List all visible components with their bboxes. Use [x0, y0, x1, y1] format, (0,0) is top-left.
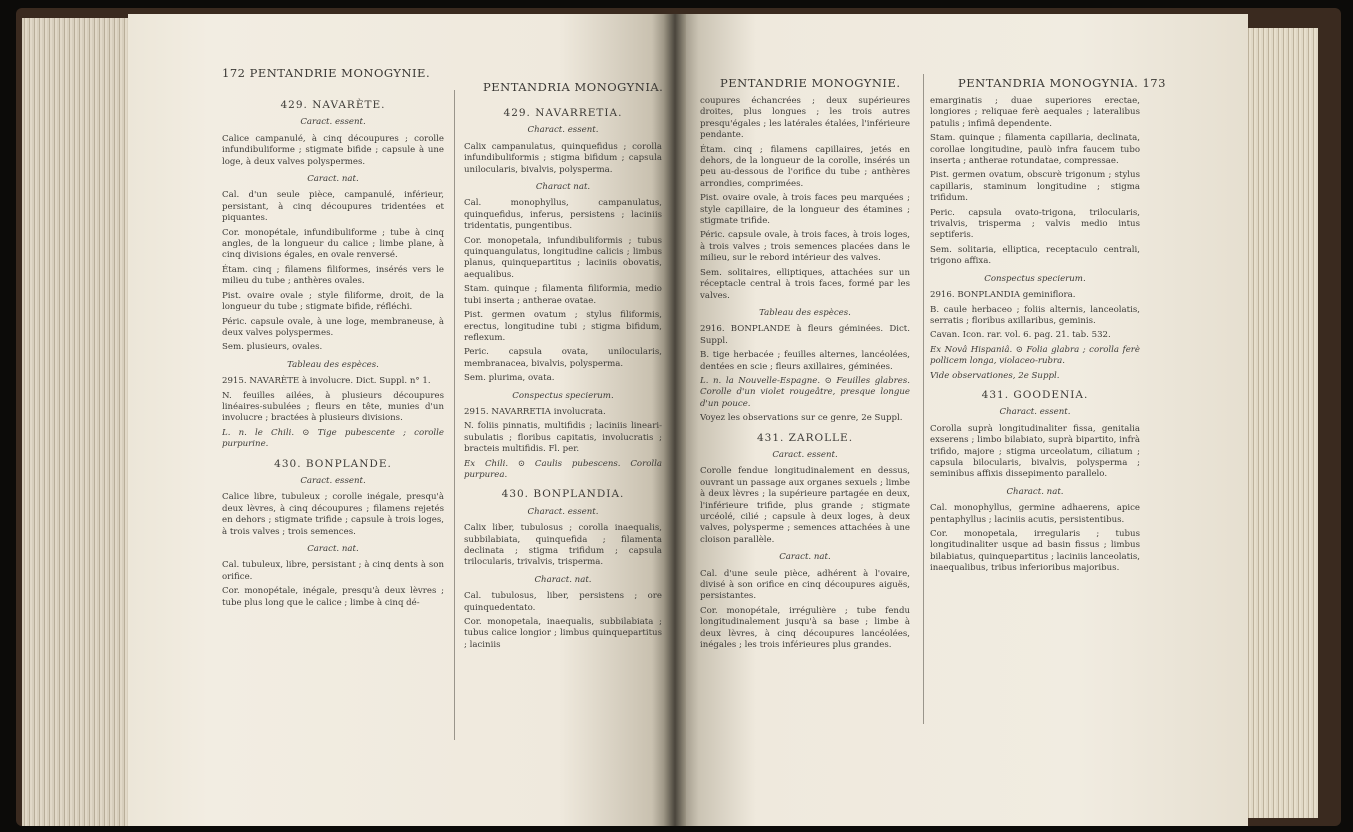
left-latin-header: PENTANDRIA MONOGYNIA. — [483, 80, 664, 94]
left-page-header: 172 PENTANDRIE MONOGYNIE. — [222, 66, 431, 80]
right-page-header: PENTANDRIA MONOGYNIA. 173 — [958, 76, 1166, 90]
text-paragraph: 2915. NAVARRETIA involucrata. — [464, 406, 606, 417]
right-page-edges — [1246, 28, 1318, 818]
text-paragraph: Sem. plusieurs, ovales. — [222, 342, 323, 353]
text-paragraph: Cal. d'un seule pièce, campanulé, inférieur, persistant, à cinq découpures tridentées et piquantes. — [222, 190, 444, 224]
text-paragraph: Stam. quinque ; filamenta capillaria, declinata, corollae longitudine, paulò infra faucem tubo inserta ; antherae rotundatae, compressae. — [930, 133, 1140, 167]
text-paragraph: Corolle fendue longitudinalement en dessus, ouvrant un passage aux organes sexuels ; limbe à deux lèvres ; la supérieure partagée en deux, l'inférieure trifide, plus grande ; stigmate urcéolé, cilié ; capsule à deux loges, à deux valves, polysperme ; semences attachées à une cloison parallèle. — [700, 466, 910, 545]
text-paragraph: Cal. d'une seule pièce, adhérent à l'ovaire, divisé à son orifice en cinq découpures aiguës, persistantes. — [700, 568, 910, 602]
section-subheading: Charact. essent. — [527, 125, 599, 136]
section-subheading: Charact. essent. — [999, 407, 1071, 418]
section-subheading: Caract. nat. — [307, 174, 359, 185]
text-paragraph: Cal. monophyllus, campanulatus, quinquefidus, inferus, persistens ; laciniis tridentatis, pungentibus. — [464, 198, 662, 232]
left-page-edges — [22, 18, 130, 826]
text-paragraph: emarginatis ; duae superiores erectae, longiores ; reliquae ferè aequales ; lateralibus patulis ; infimâ dependente. — [930, 96, 1140, 129]
text-paragraph: Cal. tubulosus, liber, persistens ; ore quinquedentato. — [464, 591, 662, 613]
text-paragraph: Calice libre, tubuleux ; corolle inégale, presqu'à deux lèvres, à cinq découpures ; filamens rejetés en dehors ; stigmate trifide ; capsule à trois loges, à trois valves ; trois semences. — [222, 492, 444, 537]
text-paragraph: Stam. quinque ; filamenta filiformia, medio tubi inserta ; antherae ovatae. — [464, 284, 662, 306]
genus-heading: 431. ZAROLLE. — [756, 431, 854, 444]
section-subheading: Caract. nat. — [307, 544, 359, 554]
text-paragraph: Peric. capsula ovata, unilocularis, membranacea, bivalvis, polysperma. — [464, 347, 662, 369]
text-paragraph: Sem. solitaires, elliptiques, attachées sur un réceptacle central à trois faces, formé par les valves. — [700, 267, 910, 301]
text-paragraph: Cal. tubuleux, libre, persistant ; à cinq dents à son orifice. — [222, 560, 444, 582]
text-paragraph: N. feuilles ailées, à plusieurs découpures linéaires-subulées ; fleurs en tête, munies d'un involucre ; bractées à plusieurs divisions. — [222, 390, 444, 424]
section-subheading: Caract. nat. — [779, 552, 831, 563]
text-paragraph: Cor. monopétale, infundibuliforme ; tube à cinq angles, de la longueur du calice ; limbe plane, à cinq divisions égales, en ovale renversé. — [222, 227, 444, 261]
genus-heading: 430. BONPLANDIA. — [501, 488, 625, 501]
text-paragraph: Peric. capsula ovato-trigona, trilocularis, trivalvis, trisperma ; valvis medio intus septiferis. — [930, 207, 1140, 241]
section-subheading: Caract. essent. — [300, 475, 366, 486]
text-paragraph: Cor. monopetala, inaequalis, subbilabiata ; tubus calice longior ; limbus quinquepartitus ; laciniis — [464, 617, 662, 650]
text-paragraph: Pist. ovaire ovale, à trois faces peu marquées ; style capillaire, de la longueur des étamines ; stigmate trifide. — [700, 193, 910, 227]
text-paragraph: Calix liber, tubulosus ; corolla inaequalis, subbilabiata, quinquefida ; filamenta declinata ; stigma trifidum ; capsula trilocularis, trivalvis, trisperma. — [464, 523, 662, 568]
book-gutter — [664, 14, 686, 826]
section-subheading: Charact. nat. — [534, 574, 592, 585]
text-paragraph: Sem. solitaria, elliptica, receptaculo centrali, trigono affixa. — [930, 244, 1140, 267]
text-paragraph: Péric. capsule ovale, à une loge, membraneuse, à deux valves polyspermes. — [222, 316, 444, 338]
section-subheading: Charact. nat. — [1006, 486, 1064, 497]
left-french-column — [222, 92, 444, 782]
left-column-divider — [454, 90, 455, 740]
section-subheading: Caract. essent. — [772, 449, 838, 460]
section-subheading: Caract. essent. — [300, 117, 366, 128]
section-subheading: Conspectus specierum. — [512, 390, 614, 401]
right-latin-column — [930, 96, 1140, 756]
text-paragraph: coupures échancrées ; deux supérieures droites, plus longues ; les trois autres presqu'égales ; les latérales étalées, l'inférieure pendante. — [700, 96, 910, 141]
text-paragraph: Étam. cinq ; filamens capillaires, jetés en dehors, de la longueur de la corolle, insérés un peu au-dessous de l'orifice du tube ; anthères arrondies, comprimées. — [700, 144, 910, 189]
text-paragraph: 2915. NAVARÈTE à involucre. Dict. Suppl. n° 1. — [222, 376, 431, 387]
right-french-header: PENTANDRIE MONOGYNIE. — [720, 76, 901, 90]
text-paragraph: Cor. monopétale, inégale, presqu'à deux lèvres ; tube plus long que le calice ; limbe à cinq dé- — [222, 586, 444, 608]
text-paragraph: 2916. BONPLANDIA geminiflora. — [930, 290, 1076, 301]
text-paragraph: Cal. monophyllus, germine adhaerens, apice pentaphyllus ; laciniis acutis, persistentibus. — [930, 503, 1140, 525]
text-paragraph: N. foliis pinnatis, multifidis ; laciniis lineari-subulatis ; floribus capitatis, involucratis ; bracteis multifidis. Fl. per. — [464, 421, 662, 455]
text-paragraph: Étam. cinq ; filamens filiformes, insérés vers le milieu du tube ; anthères ovales. — [222, 264, 444, 287]
text-paragraph: Voyez les observations sur ce genre, 2e Suppl. — [700, 413, 903, 424]
text-paragraph: Cor. monopetala, irregularis ; tubus longitudinaliter usque ad basin fissus ; limbus bilabiatus, quinquepartitus ; laciniis lanceolatis, inaequalibus, tribus inferioribus majoribus. — [930, 529, 1140, 574]
text-paragraph: Cor. monopétale, irrégulière ; tube fendu longitudinalement jusqu'à sa base ; limbe à deux lèvres, à cinq découpures lancéolées, inégales ; les trois inférieures plus grandes. — [700, 605, 910, 651]
text-paragraph: Cavan. Icon. rar. vol. 6. pag. 21. tab. 532. — [930, 330, 1111, 341]
text-paragraph: Pist. germen ovatum, obscurè trigonum ; stylus capillaris, staminum longitudine ; stigma trifidum. — [930, 170, 1140, 204]
genus-heading: 429. NAVARÈTE. — [280, 99, 386, 111]
genus-heading: 430. BONPLANDE. — [274, 457, 392, 470]
text-paragraph: Pist. ovaire ovale ; style filiforme, droit, de la longueur du tube ; stigmate bifide, réfléchi. — [222, 290, 444, 313]
text-paragraph: Corolla suprà longitudinaliter fissa, genitalia exserens ; limbo bilabiato, suprà bipartito, infrà trifido, majore ; stigma urceolatum, ciliatum ; capsula bilocularis, bivalvis, polysperma ; seminibus affixis dissepimento parallelo. — [930, 423, 1140, 480]
text-paragraph: B. caule herbaceo ; foliis alternis, lanceolatis, serratis ; floribus axillaribus, geminis. — [930, 304, 1140, 326]
left-latin-column — [464, 100, 662, 750]
text-paragraph: B. tige herbacée ; feuilles alternes, lancéolées, dentées en scie ; fleurs axillaires, géminées. — [700, 350, 910, 372]
section-subheading: Tableau des espèces. — [287, 359, 379, 370]
section-subheading: Charact. essent. — [527, 506, 599, 517]
text-paragraph: Ex Chili. ⊙ Caulis pubescens. Corolla purpurea. — [464, 458, 662, 480]
text-paragraph: Calice campanulé, à cinq découpures ; corolle infundibuliforme ; stigmate bifide ; capsule à une loge, à deux valves polyspermes. — [222, 133, 444, 167]
text-paragraph: L. n. le Chili. ⊙ Tige pubescente ; corolle purpurine. — [222, 427, 444, 450]
genus-heading: 429. NAVARRETIA. — [503, 107, 623, 119]
section-subheading: Tableau des espèces. — [759, 307, 851, 318]
right-french-column — [700, 96, 910, 756]
text-paragraph: 2916. BONPLANDE à fleurs géminées. Dict. Suppl. — [700, 324, 910, 346]
text-paragraph: Cor. monopetala, infundibuliformis ; tubus quinquangulatus, longitudine calicis ; limbus planus, quinquepartitus ; laciniis obovatis, aequalibus. — [464, 235, 662, 280]
text-paragraph: Pist. germen ovatum ; stylus filiformis, erectus, longitudine tubi ; stigma bifidum, reflexum. — [464, 310, 662, 343]
section-subheading: Conspectus specierum. — [984, 273, 1086, 284]
right-column-divider — [923, 74, 924, 724]
text-paragraph: Péric. capsule ovale, à trois faces, à trois loges, à trois valves ; trois semences placées dans le milieu, sur le rebord intérieur des valves. — [700, 230, 910, 264]
section-subheading: Charact nat. — [535, 182, 591, 193]
genus-heading: 431. GOODENIA. — [981, 388, 1089, 401]
text-paragraph: Vide observationes, 2e Suppl. — [930, 370, 1060, 381]
text-paragraph: Calix campanulatus, quinquefidus ; corolla infundibuliformis ; stigma bifidum ; capsula unilocularis, bivalvis, polysperma. — [464, 141, 662, 175]
text-paragraph: Sem. plurima, ovata. — [464, 373, 555, 384]
text-paragraph: L. n. la Nouvelle-Espagne. ⊙ Feuilles glabres. Corolle d'un violet rougeâtre, presque longue d'un pouce. — [700, 375, 910, 409]
text-paragraph: Ex Novâ Hispaniâ. ⊙ Folia glabra ; corolla ferè pollicem longa, violaceo-rubra. — [930, 344, 1140, 367]
